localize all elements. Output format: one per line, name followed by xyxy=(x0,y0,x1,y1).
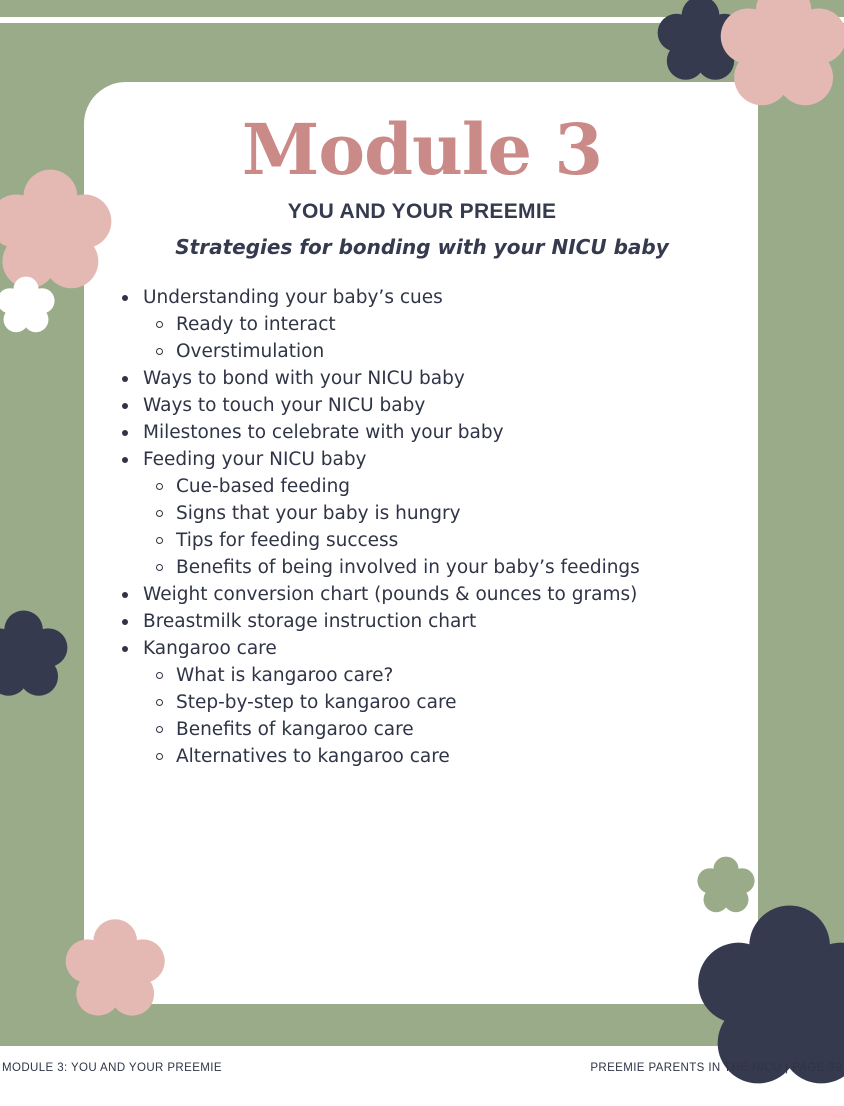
hollow-bullet-icon xyxy=(156,510,163,517)
subtopic-label: Benefits of being involved in your baby’s feedings xyxy=(176,557,640,578)
topic-item xyxy=(143,284,640,365)
topic-item xyxy=(143,608,640,635)
subtopic-item xyxy=(143,716,640,743)
bullet-icon xyxy=(122,646,128,652)
topic-label: Feeding your NICU baby xyxy=(143,449,367,470)
hollow-bullet-icon xyxy=(156,321,163,328)
topic-item xyxy=(143,581,640,608)
bullet-icon xyxy=(122,295,128,301)
subtopic-label: Tips for feeding success xyxy=(176,530,399,551)
bullet-icon xyxy=(122,376,128,382)
subtopic-item xyxy=(143,689,640,716)
hollow-bullet-icon xyxy=(156,726,163,733)
subtopic-item xyxy=(143,311,640,338)
hollow-bullet-icon xyxy=(156,672,163,679)
subtopic-list xyxy=(143,311,640,365)
topic-label: Ways to bond with your NICU baby xyxy=(143,368,465,389)
subtopic-label: Signs that your baby is hungry xyxy=(176,503,461,524)
hollow-bullet-icon xyxy=(156,348,163,355)
subtopic-label: Step-by-step to kangaroo care xyxy=(176,692,457,713)
subtopic-label: Benefits of kangaroo care xyxy=(176,719,414,740)
hollow-bullet-icon xyxy=(156,753,163,760)
subtopic-item xyxy=(143,743,640,770)
topic-label: Understanding your baby’s cues xyxy=(143,287,443,308)
hollow-bullet-icon xyxy=(156,537,163,544)
subtopic-item xyxy=(143,662,640,689)
subtopic-label: Cue-based feeding xyxy=(176,476,351,497)
topic-list xyxy=(143,284,640,770)
hollow-bullet-icon xyxy=(156,699,163,706)
subtopic-item xyxy=(143,527,640,554)
flower-pink-top-right-icon xyxy=(711,0,844,121)
topic-label: Ways to touch your NICU baby xyxy=(143,395,426,416)
subtopic-label: What is kangaroo care? xyxy=(176,665,394,686)
topic-item xyxy=(143,392,640,419)
page-tagline: Strategies for bonding with your NICU baby xyxy=(175,235,669,259)
subtopic-item xyxy=(143,500,640,527)
subtopic-item xyxy=(143,473,640,500)
subtopic-label: Ready to interact xyxy=(176,314,336,335)
subtopic-list xyxy=(143,473,640,581)
topic-label: Milestones to celebrate with your baby xyxy=(143,422,504,443)
subtopic-item xyxy=(143,554,640,581)
bullet-icon xyxy=(122,403,128,409)
footer-page-label: PREEMIE PARENTS IN THE NICU | PAGE 39 xyxy=(590,1062,842,1074)
topic-label: Breastmilk storage instruction chart xyxy=(143,611,477,632)
flower-white-left-icon xyxy=(0,273,59,339)
page-title: Module 3 xyxy=(241,108,603,191)
subtopic-list xyxy=(143,662,640,770)
topic-label: Kangaroo care xyxy=(143,638,277,659)
topic-item xyxy=(143,365,640,392)
hollow-bullet-icon xyxy=(156,483,163,490)
topic-label: Weight conversion chart (pounds & ounces to grams) xyxy=(143,584,638,605)
topic-item xyxy=(143,419,640,446)
topic-item xyxy=(143,635,640,770)
page-subtitle: YOU AND YOUR PREEMIE xyxy=(287,200,557,223)
subtopic-label: Overstimulation xyxy=(176,341,325,362)
bullet-icon xyxy=(122,430,128,436)
topic-item xyxy=(143,446,640,581)
flower-pink-bottom-left-icon xyxy=(58,913,172,1027)
subtopic-label: Alternatives to kangaroo care xyxy=(176,746,450,767)
hollow-bullet-icon xyxy=(156,564,163,571)
bullet-icon xyxy=(122,619,128,625)
bullet-icon xyxy=(122,592,128,598)
flower-navy-left-icon xyxy=(0,605,75,706)
footer-module-label: MODULE 3: YOU AND YOUR PREEMIE xyxy=(2,1062,222,1074)
subtopic-item xyxy=(143,338,640,365)
bullet-icon xyxy=(122,457,128,463)
